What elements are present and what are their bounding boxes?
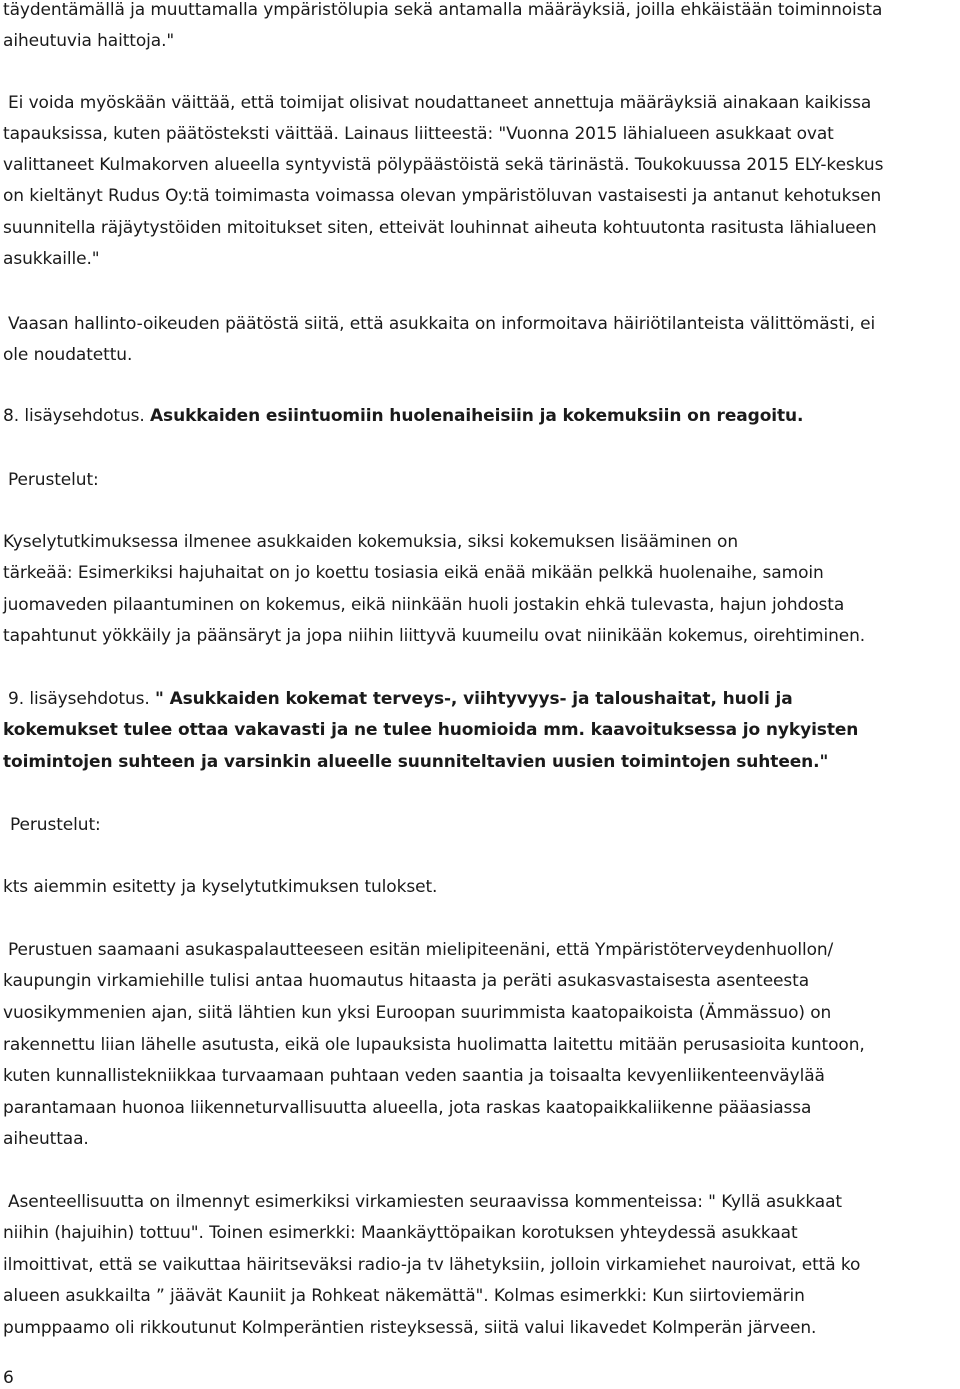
- proposal-text-bold: kokemukset tulee ottaa vakavasti ja ne tulee huomioida mm. kaavoituksessa jo nykyisten: [3, 720, 859, 740]
- proposal-text-bold: " Asukkaiden kokemat terveys-, viihtyvyys- ja taloushaitat, huoli ja: [155, 689, 793, 709]
- text-line: alueen asukkailta ” jäävät Kauniit ja Rohkeat näkemättä". Kolmas esimerkki: Kun siirtoviemärin: [3, 1286, 805, 1306]
- text-line: on kieltänyt Rudus Oy:tä toimimasta voimassa olevan ympäristöluvan vastaisesti ja antanut kehotuksen: [3, 186, 882, 206]
- text-line: tapauksissa, kuten päätösteksti väittää. Lainaus liitteestä: "Vuonna 2015 lähialueen asukkaat ovat: [3, 124, 834, 144]
- text-line: kuten kunnallistekniikkaa turvaamaan puhtaan veden saantia ja toisaalta kevyenliikenteenväylää: [3, 1066, 825, 1086]
- proposal-9-line: [8, 689, 793, 709]
- text-line: niihin (hajuihin) tottuu". Toinen esimerkki: Maankäyttöpaikan korotuksen yhteydessä asukkaat: [3, 1223, 798, 1243]
- text-line: suunnitella räjäytystöiden mitoitukset siten, etteivät louhinnat aiheuta kohtuutonta rasitusta lähialueen: [3, 218, 877, 238]
- text-line: pumppaamo oli rikkoutunut Kolmperäntien risteyksessä, siitä valui likavedet Kolmperän järveen.: [3, 1318, 817, 1338]
- section-heading: Perustelut:: [8, 470, 99, 490]
- text-line: vuosikymmenien ajan, siitä lähtien kun yksi Euroopan suurimmista kaatopaikoista (Ämmässuo) on: [3, 1003, 832, 1023]
- text-line: aiheuttaa.: [3, 1129, 89, 1149]
- text-line: juomaveden pilaantuminen on kokemus, eikä niinkään huoli jostakin ehkä tulevasta, hajun johdosta: [3, 595, 845, 615]
- text-line: asukkaille.": [3, 249, 100, 269]
- proposal-label: 8. lisäysehdotus.: [3, 406, 150, 426]
- proposal-text-bold: Asukkaiden esiintuomiin huolenaiheisiin ja kokemuksiin on reagoitu.: [150, 406, 804, 426]
- section-heading: Perustelut:: [10, 815, 101, 835]
- text-line: Ei voida myöskään väittää, että toimijat olisivat noudattaneet annettuja määräyksiä ainakaan kaikissa: [8, 93, 872, 113]
- text-line: ole noudatettu.: [3, 345, 133, 365]
- text-line: aiheutuvia haittoja.": [3, 31, 175, 51]
- text-line: valittaneet Kulmakorven alueella syntyvistä pölypäästöistä sekä tärinästä. Toukokuussa 2015 ELY-keskus: [3, 155, 884, 175]
- text-line: Kyselytutkimuksessa ilmenee asukkaiden kokemuksia, siksi kokemuksen lisääminen on: [3, 532, 738, 552]
- text-line: tärkeää: Esimerkiksi hajuhaitat on jo koettu tosiasia eikä enää mikään pelkkä huolenaihe, samoin: [3, 563, 824, 583]
- text-line: täydentämällä ja muuttamalla ympäristölupia sekä antamalla määräyksiä, joilla ehkäistään toiminnoista: [3, 0, 883, 20]
- text-line: rakennettu liian lähelle asutusta, eikä ole lupauksista huolimatta laitettu mitään perusasioita kuntoon,: [3, 1035, 865, 1055]
- text-line: ilmoittivat, että se vaikuttaa häiritseväksi radio-ja tv lähetyksiin, jolloin virkamiehet nauroivat, että ko: [3, 1255, 861, 1275]
- page-number: 6: [3, 1368, 14, 1388]
- text-line: Perustuen saamaani asukaspalautteeseen esitän mielipiteenäni, että Ympäristöterveydenhuollon/: [8, 940, 834, 960]
- proposal-text-bold: toimintojen suhteen ja varsinkin alueelle suunniteltavien uusien toimintojen suhteen.": [3, 752, 829, 772]
- proposal-label: 9. lisäysehdotus.: [8, 689, 155, 709]
- text-line: kaupungin virkamiehille tulisi antaa huomautus hitaasta ja peräti asukasvastaisesta asenteesta: [3, 971, 810, 991]
- proposal-8-line: [3, 406, 803, 426]
- text-line: Asenteellisuutta on ilmennyt esimerkiksi virkamiesten seuraavissa kommenteissa: " Kyllä asukkaat: [8, 1192, 842, 1212]
- text-line: tapahtunut yökkäily ja päänsäryt ja jopa niihin liittyvä kuumeilu ovat niinikään kokemus, oirehtiminen.: [3, 626, 866, 646]
- text-line: Vaasan hallinto-oikeuden päätöstä siitä, että asukkaita on informoitava häiriötilanteista välittömästi, ei: [8, 314, 876, 334]
- text-line: parantamaan huonoa liikenneturvallisuutta alueella, jota raskas kaatopaikkaliikenne pääasiassa: [3, 1098, 812, 1118]
- text-line: kts aiemmin esitetty ja kyselytutkimuksen tulokset.: [3, 877, 438, 897]
